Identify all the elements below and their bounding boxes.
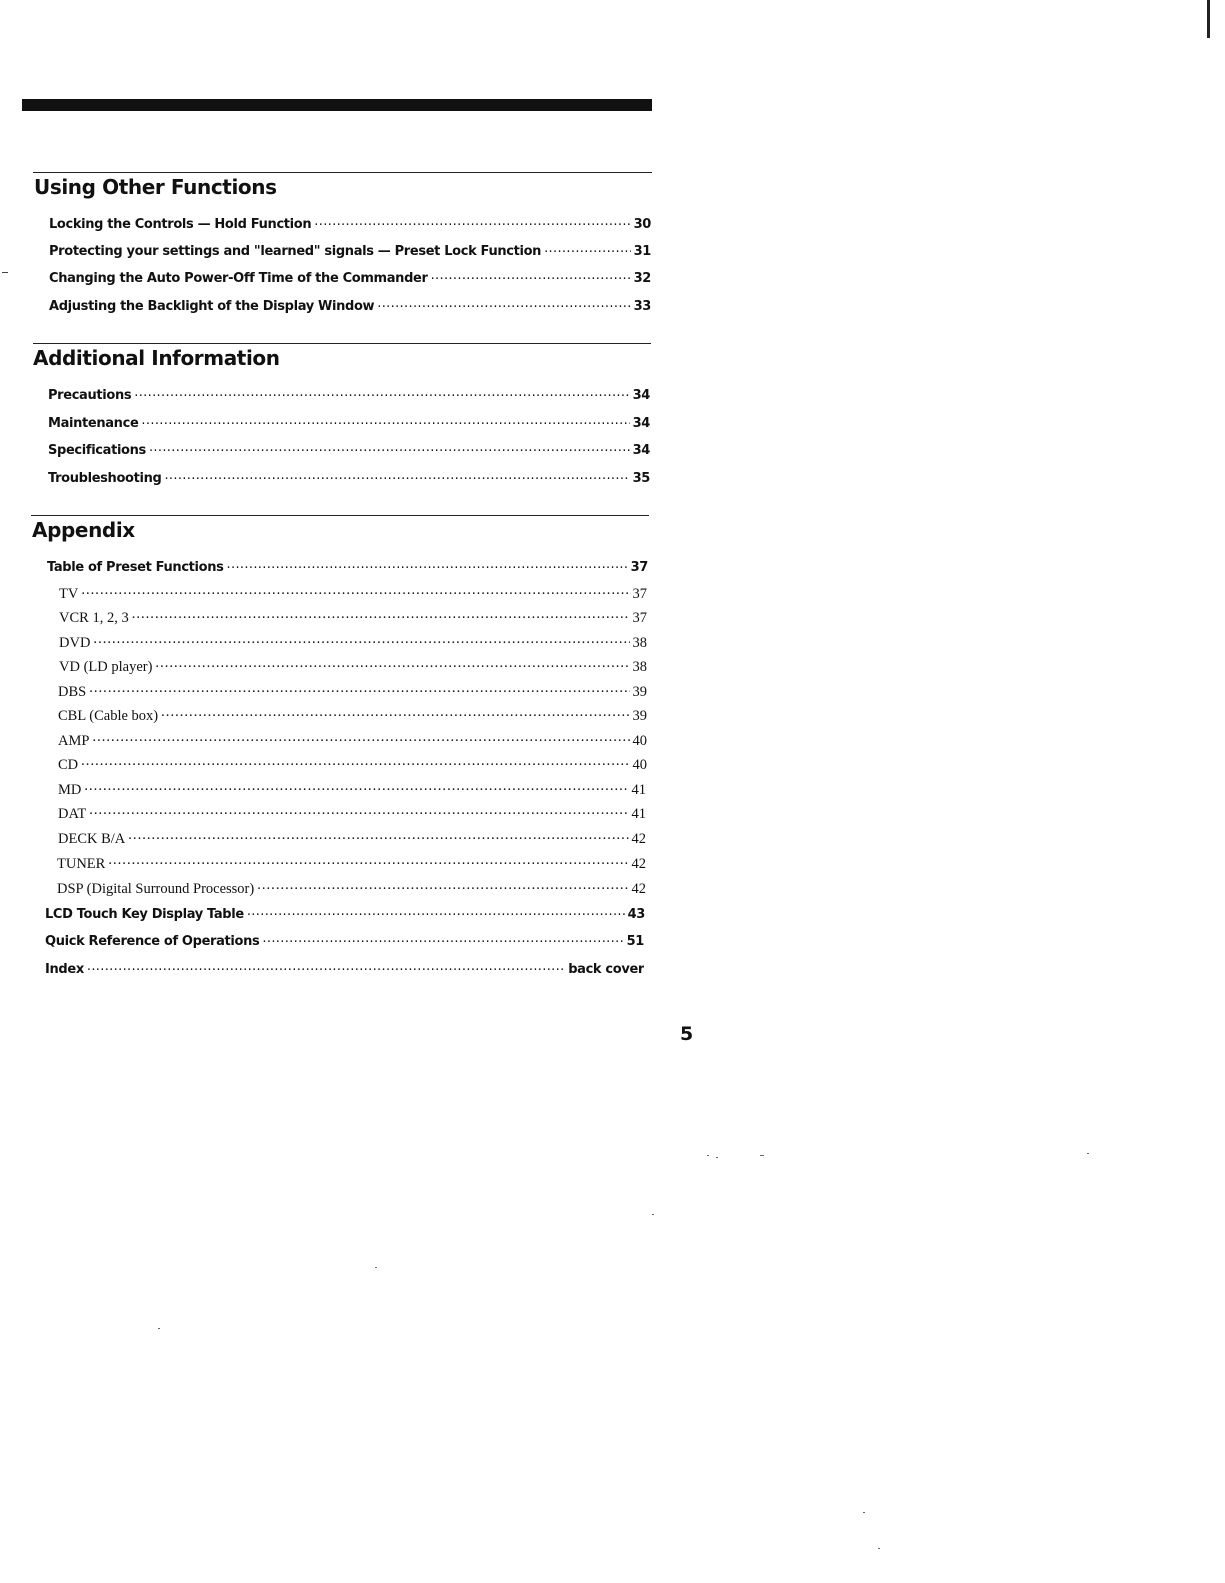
- dot-leader: [108, 852, 628, 868]
- toc-entry-page: 37: [632, 585, 647, 602]
- toc-entry-page: 34: [632, 388, 650, 404]
- toc-entry-title: Protecting your settings and "learned" signals — Preset Lock Function: [49, 244, 542, 260]
- toc-entry-title: AMP: [58, 732, 90, 749]
- dot-leader: [431, 268, 631, 282]
- toc-entry-title: DBS: [58, 683, 87, 700]
- toc-entry-page: 39: [632, 683, 647, 700]
- scan-speck: [1087, 1153, 1089, 1154]
- toc-entry-title: Precautions: [48, 388, 132, 404]
- toc-entry: [48, 440, 650, 458]
- scan-speck: [375, 1267, 377, 1268]
- scan-speck: [716, 1157, 718, 1158]
- section-heading: Additional Information: [33, 346, 280, 370]
- toc-subentry: [58, 753, 647, 774]
- toc-entry-title: Adjusting the Backlight of the Display Window: [49, 299, 375, 315]
- toc-entry-page: 42: [631, 830, 646, 847]
- toc-entry-title: CBL (Cable box): [58, 707, 159, 724]
- toc-entry-page: back cover: [568, 962, 644, 978]
- dot-leader: [92, 729, 629, 745]
- dot-leader: [141, 413, 629, 427]
- dot-leader: [155, 655, 629, 671]
- toc-entry-page: 34: [632, 416, 650, 432]
- toc-entry-title: Troubleshooting: [48, 471, 162, 487]
- toc-entry: [45, 959, 644, 977]
- dot-leader: [161, 704, 629, 720]
- dot-leader: [134, 385, 629, 399]
- toc-subentry: [58, 778, 646, 799]
- toc-entry-page: 37: [632, 609, 647, 626]
- dot-leader: [247, 904, 625, 918]
- toc-entry-title: CD: [58, 756, 79, 773]
- toc-subentry: [59, 606, 647, 627]
- toc-entry: [45, 904, 645, 922]
- toc-subentry: [58, 729, 647, 750]
- toc-subentry: [58, 802, 646, 823]
- scan-speck: [863, 1512, 865, 1513]
- toc-entry-page: 42: [631, 855, 646, 872]
- toc-entry-page: 39: [632, 707, 647, 724]
- dot-leader: [89, 680, 629, 696]
- dot-leader: [227, 557, 628, 571]
- dot-leader: [128, 827, 628, 843]
- toc-entry-title: Locking the Controls — Hold Function: [49, 217, 312, 233]
- toc-entry-page: 34: [632, 443, 650, 459]
- toc-entry-page: 51: [626, 934, 644, 950]
- scan-edge-mark: [1207, 0, 1210, 38]
- section-heading: Using Other Functions: [34, 175, 277, 199]
- toc-entry-title: Quick Reference of Operations: [45, 934, 260, 950]
- toc-subentry: [57, 852, 646, 873]
- toc-entry-title: LCD Touch Key Display Table: [45, 907, 244, 923]
- toc-entry: [48, 385, 650, 403]
- toc-entry-title: DSP (Digital Surround Processor): [57, 880, 255, 897]
- dot-leader: [377, 296, 630, 310]
- toc-subentry: [59, 655, 647, 676]
- header-black-bar: [22, 99, 652, 111]
- toc-entry-page: 40: [632, 732, 647, 749]
- toc-entry-title: VD (LD player): [59, 658, 153, 675]
- dot-leader: [87, 959, 565, 973]
- section-heading: Appendix: [32, 518, 135, 542]
- toc-entry-page: 30: [633, 217, 651, 233]
- dot-leader: [149, 440, 630, 454]
- dot-leader: [544, 241, 631, 255]
- toc-entry-page: 41: [631, 781, 646, 798]
- scan-speck: [652, 1214, 654, 1215]
- scan-speck: [707, 1155, 709, 1156]
- toc-entry-page: 33: [633, 299, 651, 315]
- toc-entry-title: TUNER: [57, 855, 106, 872]
- toc-entry-page: 38: [632, 658, 647, 675]
- toc-entry: [49, 296, 651, 314]
- toc-entry-page: 38: [632, 634, 647, 651]
- dot-leader: [89, 802, 628, 818]
- toc-entry-page: 37: [630, 560, 648, 576]
- dot-leader: [164, 468, 629, 482]
- toc-subentry: [59, 631, 647, 652]
- toc-entry: [48, 413, 650, 431]
- toc-entry-title: DVD: [59, 634, 91, 651]
- dot-leader: [81, 753, 629, 769]
- dot-leader: [84, 778, 628, 794]
- scan-speck: [760, 1155, 764, 1156]
- toc-subentry: [58, 680, 647, 701]
- section-rule: [33, 172, 652, 173]
- toc-subentry: [58, 827, 646, 848]
- dot-leader: [132, 606, 630, 622]
- dot-leader: [262, 931, 623, 945]
- toc-subentry: [59, 582, 647, 603]
- toc-entry: [47, 557, 648, 575]
- dot-leader: [81, 582, 629, 598]
- dot-leader: [257, 877, 628, 893]
- toc-entry-page: 41: [631, 805, 646, 822]
- toc-entry-title: Index: [45, 962, 84, 978]
- toc-entry-title: DECK B/A: [58, 830, 126, 847]
- toc-entry-title: TV: [59, 585, 79, 602]
- toc-entry-title: DAT: [58, 805, 87, 822]
- scan-speck: [878, 1548, 880, 1549]
- section-rule: [33, 343, 651, 344]
- toc-entry-title: Changing the Auto Power-Off Time of the Commander: [49, 271, 428, 287]
- dot-leader: [93, 631, 629, 647]
- toc-entry-page: 35: [632, 471, 650, 487]
- toc-subentry: [58, 704, 647, 725]
- toc-entry-page: 32: [633, 271, 651, 287]
- dot-leader: [314, 214, 630, 228]
- toc-entry-title: Table of Preset Functions: [47, 560, 224, 576]
- toc-entry: [49, 268, 651, 286]
- scan-edge-mark: [2, 272, 8, 273]
- toc-subentry: [57, 877, 646, 898]
- section-rule: [31, 515, 649, 516]
- scan-speck: [158, 1328, 160, 1329]
- toc-entry: [45, 931, 644, 949]
- toc-entry-title: MD: [58, 781, 82, 798]
- toc-entry-page: 43: [627, 907, 645, 923]
- toc-entry: [49, 214, 651, 232]
- toc-entry-page: 31: [633, 244, 651, 260]
- toc-entry: [48, 468, 650, 486]
- toc-entry-page: 40: [632, 756, 647, 773]
- toc-entry-page: 42: [631, 880, 646, 897]
- toc-entry: [49, 241, 651, 259]
- page-number: 5: [680, 1023, 694, 1045]
- toc-entry-title: Maintenance: [48, 416, 139, 432]
- toc-entry-title: Specifications: [48, 443, 146, 459]
- toc-entry-title: VCR 1, 2, 3: [59, 609, 129, 626]
